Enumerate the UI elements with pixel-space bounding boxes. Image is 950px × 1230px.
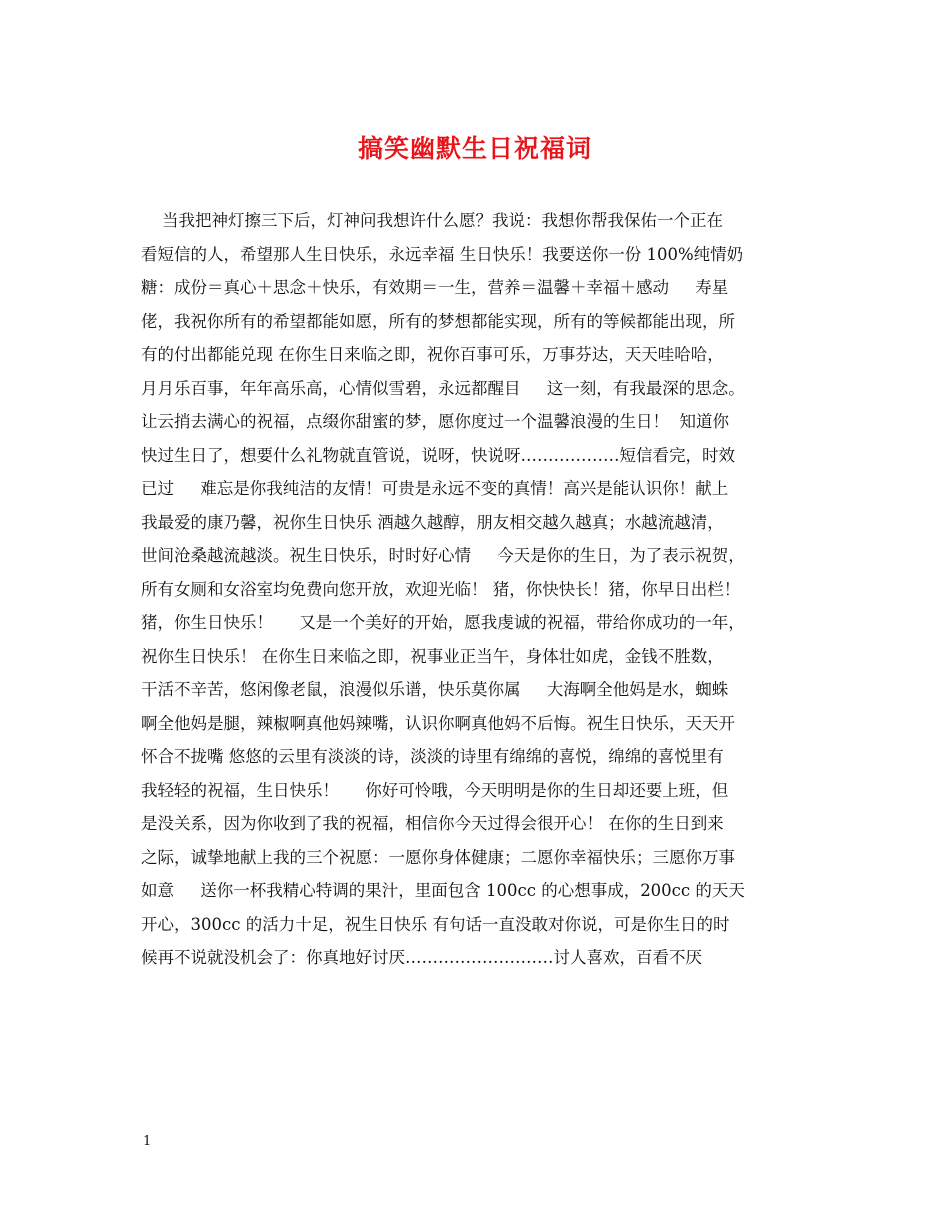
body-line: 猪，你生日快乐！ 又是一个美好的开始，愿我虔诚的祝福，带给你成功的一年， [141, 613, 745, 632]
body-line: 佬，我祝你所有的希望都能如愿，所有的梦想都能实现，所有的等候都能出现，所 [141, 311, 735, 331]
body-line: 让云捎去满心的祝福，点缀你甜蜜的梦，愿你度过一个温馨浪漫的生日！ 知道你 [141, 412, 729, 431]
document-body [141, 204, 831, 975]
body-line: 月月乐百事，年年高乐高，心情似雪碧，永远都醒目 这一刻，有我最深的思念。 [141, 378, 745, 398]
document-title: 搞笑幽默生日祝福词 [357, 134, 592, 163]
body-line: 有的付出都能兑现 在你生日来临之即，祝你百事可乐，万事芬达，天天哇哈哈， [141, 345, 724, 364]
body-line: 我轻轻的祝福，生日快乐！ 你好可怜哦，今天明明是你的生日却还要上班，但 [141, 780, 729, 800]
body-line: 开心，300cc 的活力十足，祝生日快乐 有句话一直没敢对你说，可是你生日的时 [141, 914, 730, 934]
body-line: 已过 难忘是你我纯洁的友情！可贵是永远不变的真情！高兴是能认识你！献上 [141, 479, 729, 498]
body-line: 我最爱的康乃馨，祝你生日快乐 酒越久越醇，朋友相交越久越真；水越流越清， [141, 512, 724, 532]
body-line: 糖：成份＝真心＋思念＋快乐，有效期＝一生，营养＝温馨＋幸福＋感动 寿星 [141, 278, 729, 297]
page-number: 1 [143, 1134, 152, 1149]
body-line: 当我把神灯擦三下后，灯神问我想许什么愿？我说：我想你帮我保佑一个正在 [141, 211, 723, 230]
body-line: 看短信的人，希望那人生日快乐，永远幸福 生日快乐！我要送你一份 100%纯情奶 [141, 244, 744, 264]
body-line: 之际，诚挚地献上我的三个祝愿：一愿你身体健康；二愿你幸福快乐；三愿你万事 [141, 847, 735, 867]
body-line: 如意 送你一杯我精心特调的果汁，里面包含 100cc 的心想事成，200cc 的天天 [141, 881, 745, 900]
body-line: 快过生日了，想要什么礼物就直管说，说呀，快说呀………………短信看完，时效 [141, 445, 735, 465]
body-line: 候再不说就没机会了：你真地好讨厌………………………讨人喜欢，百看不厌 [141, 948, 702, 967]
body-line: 是没关系，因为你收到了我的祝福，相信你今天过得会很开心！ 在你的生日到来 [141, 814, 724, 833]
body-line: 祝你生日快乐！ 在你生日来临之即，祝事业正当午，身体壮如虎，金钱不胜数， [141, 646, 724, 666]
body-line: 世间沧桑越流越淡。祝生日快乐，时时好心情 今天是你的生日，为了表示祝贺， [141, 546, 745, 565]
body-line: 干活不辛苦，悠闲像老鼠，浪漫似乐谱，快乐莫你属 大海啊全他妈是水，蜘蛛 [141, 680, 729, 699]
body-line: 所有女厕和女浴室均免费向您开放，欢迎光临！ 猪，你快快长！猪，你早日出栏！ [141, 579, 741, 599]
body-line: 怀合不拢嘴 悠悠的云里有淡淡的诗，淡淡的诗里有绵绵的喜悦，绵绵的喜悦里有 [141, 747, 724, 766]
body-line: 啊全他妈是腿，辣椒啊真他妈辣嘴，认识你啊真他妈不后悔。祝生日快乐，天天开 [141, 713, 735, 733]
